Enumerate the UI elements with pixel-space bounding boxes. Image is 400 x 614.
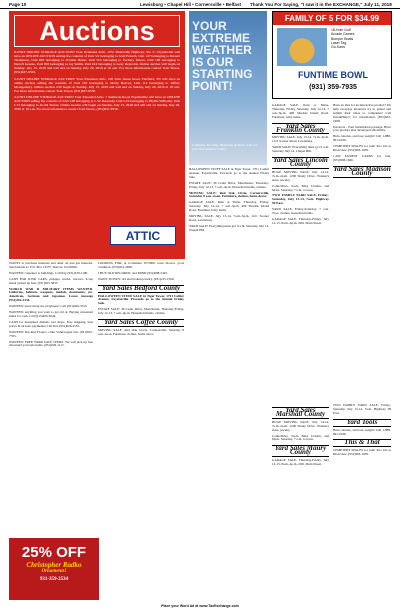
family-ad-image — [277, 28, 327, 66]
classified-ad: TWO FAMILY YARD SALE, Friday-Saturday, July 13-14, 7a.m. Highway 99 East. — [333, 404, 391, 415]
section-heading: Yard Tools — [333, 419, 391, 427]
classified-ad: WANTED: Rat-Rod Project, older Volkswagen bus. (931)625-7765. — [9, 330, 93, 338]
classified-ad: TWO FAMILY YARD SALE, Friday-Saturday, July 13-14, 7a.m. Highway 99 East. — [272, 194, 329, 206]
classified-ad: WANTED: used swing set, playhouse. Call (931)626-3315. — [9, 305, 88, 309]
classified-ad: Collectibles, Tools, Baby Clothes, and More. Saturday, 7 a.m. to noon. — [272, 434, 329, 442]
radko-ad — [9, 538, 99, 600]
section-heading: This & That — [333, 439, 391, 447]
section-heading: Yard Sales Franklin County — [272, 123, 329, 135]
insulation-text: Cabinetry, Roofing, Insulation & More. Call for your free estimate today! — [192, 143, 258, 151]
list-item: Bumper Boats — [331, 36, 354, 41]
classified-column-4-lower — [272, 404, 329, 469]
classified-ad: 1,200 EASIEST CARDS for sale. (931)998-1946. — [333, 154, 391, 162]
auctions-box — [9, 11, 185, 259]
funtime-bowl-ad — [272, 11, 392, 99]
classified-ad: HUGE MOVING SALE, July 14-14, 7a.m.-2p.m. 1200 Shady Drive. Women's sizes, jewelry. — [272, 420, 329, 432]
radko-phone: 931-359-2534 — [39, 577, 69, 582]
classified-ad: WORLD WAR II MILITARY ITEMS WANTED. Uniforms, helmets, weapons, medals, documents, etc. American, German and Japanese. Leave message (931)302-2334. — [9, 287, 93, 303]
classified-ad: WANTED: FREE YARD SALE ITEMS. We will pick up free unwanted yard sale items. (931)629-1117. — [9, 340, 93, 348]
classified-ad: YARD SALE! Everything must go! 9 a.m. Saturday July 14, Chapel Hill. — [189, 224, 269, 232]
classified-column-5-lower — [333, 404, 391, 459]
section-heading: Yard Sales Maury County — [272, 445, 329, 457]
classified-ad: WANT TO BUY: old and broken jewelry. (931)215-1566. — [98, 277, 175, 281]
insulation-ad — [189, 11, 267, 165]
classified-column-2 — [98, 262, 184, 339]
tagline: Thank You For Saying, "I saw it in the EXCHANGE," July 11, 2018 — [250, 2, 392, 7]
classified-ad: ESTATE SALE: 39 Cedar Drive, Manchester, Thursday-Friday, July 12-13, 7 a.m.-4p.m. Household items, clothes. — [189, 181, 269, 189]
classified-ad: HUGE MOVING SALE, July 14-14, 7a.m.-2p.m. 1200 Shady Drive. Women's sizes, jewelry. — [272, 170, 329, 182]
classified-column-1 — [9, 262, 93, 350]
classified-ad: I BUY OLD RECORDS, and MIND (931)698-5445. — [98, 271, 168, 275]
classified-ad: YARD SALE! Everything must go! 9 a.m. Saturday July 14, Chapel Hill. — [272, 146, 329, 154]
list-item: Arcade Games — [331, 32, 355, 37]
classified-ad: GARAGE SALE, Thursday-Friday, July 12-13, 8a.m.-4p.m. 2201 Main Street. — [272, 459, 329, 467]
radko-name: Christopher Radko — [26, 561, 82, 569]
classified-ad: Collectibles, Tools, Baby Clothes, and More. Saturday, 7 a.m. to noon. — [272, 184, 329, 192]
classified-ad: CASH FOR JUNK CARS, pickups, trucks, tractors. Scrap metal picked up free. (931)625-3835. — [9, 277, 93, 285]
classified-ad: Have an idea for an interactive product? We help everyday inventors try to patent and submit their ideas to companies! Call InventHelp®, for information. (855)643-1998. — [333, 104, 391, 123]
classified-ad: YARD SALE, Friday-Saturday, 7 a.m. Toys, clothes, household items. — [272, 208, 329, 216]
classified-ad: LOOKING FOR: A Craftsman XT3000, lawn mower, good condition. (931)614-3666. — [98, 262, 184, 269]
classified-ad: MOVING SALE, July 13-14, 7a.m.-3p.m. 1121 Sooner Road, Lewisburg. — [189, 215, 269, 222]
page-number: Page 10 — [9, 2, 27, 7]
classified-ad: MOVING SALE: Red Oak Circle, Cornersville, Saturday 8 a.m.-noon. Furniture, clothes, home decor. — [189, 191, 269, 199]
insulation-headline: YOUR EXTREME WEATHER IS OUR STARTING POINT! — [192, 19, 253, 93]
classified-ad: Burn calories, and lose weight! Call 1-888-991-0236. — [333, 428, 391, 436]
family-ad-name: FUNTIME BOWL — [298, 70, 368, 80]
list-item: 18-Hole Golf — [331, 28, 351, 32]
list-item: Go-Karts — [331, 45, 346, 50]
attic-logo: ATTIC — [110, 226, 176, 245]
family-ad-phone: (931) 359-7935 — [309, 84, 357, 91]
classified-column-3 — [189, 168, 269, 235]
section-heading: Yard Sales Marshall County — [272, 407, 329, 419]
auction-item: 8-UNIT ONLINE STORAGE AUCTION! Your Extended Attic, 1231 Huntsville Highway, Ste. E, Fayetteville will have an ONLINE AUCTION selling the contents of Unit 3/4 belonging to Judy Branch, Unit 147 belonging to Breann Thompson, Unit 803 belonging to Frankie Huber, Unit 316 belonging to Zachary Moore, Unit 188 belonging to Darrell Greene, Unit 805 belonging to Jay Smith, Unit 224 belonging to Gary Reynolds. Online auction will begin on Sunday, July 15, 2018 and will end on Sunday, July 29, 2018 at 10 a.m. For more information contact Tom Teresa, (931)637-9550. — [14, 50, 180, 75]
section-heading: Yard Sales Lincoln County — [273, 156, 328, 168]
classified-ad: GARAGE SALE, Rain or Shine, Thursday, Friday, Saturday, July 12-14, 7 a.m.-3p.m. 406 Shackle Island Road. Furniture, baby items. — [272, 104, 329, 119]
classified-ad: WANTED: anything you want to get rid of. Buying unwanted items for cash. Call (615)400-3044. — [9, 311, 93, 318]
classified-ad: ESTATE SALE: 39 Cedar Drive, Manchester, Thursday-Friday, July 12-13, 7 a.m.-4p.m. Household items, clothes. — [98, 308, 184, 316]
classified-ad: Burn calories, and lose weight! Call 1-888-991-0236. — [333, 135, 391, 143]
family-ad-list — [331, 28, 354, 49]
classified-ad: MOVING SALE, July 13-14, 7a.m.-3p.m. 1121 Sooner Road, Lewisburg. — [272, 136, 329, 144]
list-item: Laser Tag — [331, 40, 347, 45]
classified-ad: CASH for unexpired diabetic test strips. Free shipping, best prices & 24 hour payments! Call Rob (931)626-2553. — [9, 320, 93, 328]
classified-column-5 — [333, 104, 391, 180]
classified-ad: WANTS to purchase minerals and other oil and gas interests. Send details to: P.O. Box 13557, Denver, CO 80201. — [9, 262, 93, 269]
section-heading: Yard Sales Madison County — [333, 164, 391, 177]
section-heading: Yard Sales Coffee County — [98, 319, 184, 327]
auction-item: 3-UNIT ONLINE STORAGE AUCTION! Your Extended Attic, 7 Seminole Road, Fayetteville will have an ONLINE AUCTION selling the contents of Unit 128 belonging to L.W. Kennedy, Unit C24 belonging to Phyllis Williams, Unit C13 belonging to Jacobi Turner. Online auction will begin on Sunday, July 15, 2018 and will end on Sunday, July 29, 2018 at 10 a.m. For more information contact Tom Teresa, (931)637-9550. — [14, 94, 180, 112]
classified-ad: WANTED: carpenter to buildings. Call Ray (931)239-1100. — [9, 271, 88, 275]
auction-item: 5-UNIT ONLINE STORAGE AUCTION! Your Extended Attic, 108 Irvin Reese Road, Fairfield, TN will have an online auction selling the contents of Unit 210 belonging to Molly Harvey, Unit 112 belonging to Jeffery Montgomery. Online auction will begin on Sunday, July 15, 2018 and will end on Sunday, July 29, 2018 at 10 a.m. For more information contact Tom Teresa, (931)637-9550. — [14, 76, 180, 93]
radko-percent: 25% OFF — [21, 544, 87, 561]
classified-ad: CEMETERY SPACES for sale! Two lots at Riverview. (931)993-1039. — [333, 145, 391, 153]
auctions-title: Auctions — [14, 15, 180, 47]
classified-ad: GARAGE SALE, Rain or Shine, Thursday, Friday, Saturday, July 12-14, 7 a.m.-3p.m. 406 Shackle Island Road. Furniture, baby items. — [189, 201, 269, 213]
classified-ad: HALLOWEEN STUFF SALE in Tiger Tower, 1701 Collier Avenue, Fayetteville. Proceeds go to the Annual Friday Sale. — [189, 168, 269, 179]
classified-ad: GARAGE SALE, Thursday-Friday, July 12-13, 8a.m.-4p.m. 2201 Main Street. — [272, 217, 329, 225]
paper-name: Lewisburg • Chapel Hill • Cornersville • Belfast — [140, 2, 242, 7]
section-heading: Yard Sales Bedford County — [98, 285, 184, 293]
classified-ad: Investors - Your information package. Have your product idea developed affordably. — [333, 125, 391, 133]
page-header — [0, 0, 400, 9]
classified-ad: HALLOWEEN STUFF SALE in Tiger Tower, 1701 Collier Avenue, Fayetteville. Proceeds go to the Annual Friday Sale. — [98, 294, 184, 306]
footer: Place your Word Ad at www.TaxExchange.com — [161, 604, 239, 608]
radko-sub: Ornaments! — [41, 569, 67, 574]
classified-ad: CEMETERY SPACES for sale! Two lots at Riverview. (931)993-1039. — [333, 449, 391, 457]
classified-column-4 — [272, 104, 329, 228]
family-ad-title: FAMILY OF 5 FOR $34.99 — [273, 12, 391, 25]
classified-ad: MOVING SALE: Red Oak Circle, Cornersville, Saturday 8 a.m.-noon. Furniture, clothes, home decor. — [98, 328, 184, 336]
